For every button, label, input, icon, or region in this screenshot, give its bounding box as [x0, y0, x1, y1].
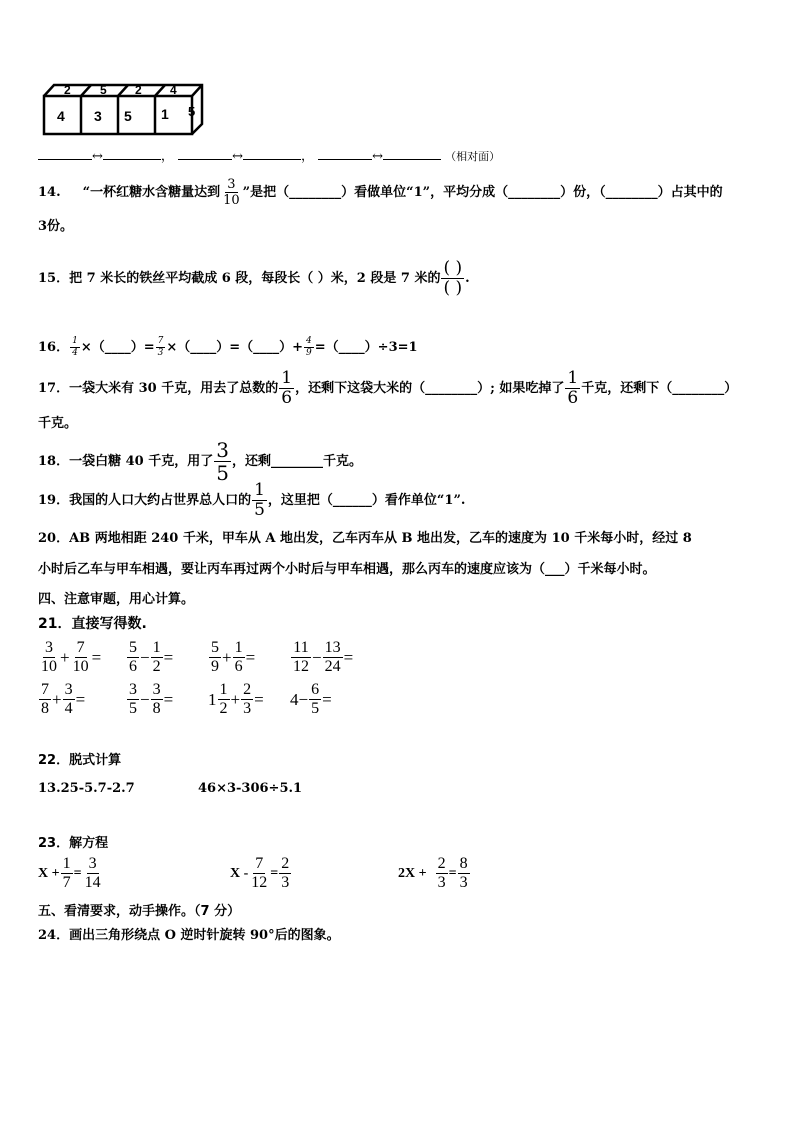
answer-blank[interactable]	[103, 145, 161, 160]
q23-title: 23．解方程	[38, 836, 109, 851]
q15-text: 15．把 7 米长的铁丝平均截成 6 段，每段长（ ）米，2 段是 7 米的	[38, 270, 441, 286]
cube-top-3: 2	[135, 83, 142, 97]
q16-fraction-3: $\frac{4}{9}$	[306, 336, 312, 358]
question-18: 18．一袋白糖 40 千克，用了 $\frac{3}{5}$ ，还剩________千克。	[38, 438, 362, 485]
q16-fraction-2: $\frac{7}{3}$	[157, 336, 164, 358]
q13-pairs: ↔ ， ↔ ， ↔ （相对面）	[38, 145, 500, 167]
cube-front-1: 4	[57, 108, 65, 124]
q23-equation-2: X - $\frac{7}{12}$ = $\frac{2}{3}$	[230, 855, 290, 891]
q15-fraction: $\frac{( )}{( )}$	[443, 258, 463, 298]
q17-continuation: 千克。	[38, 416, 78, 431]
cube-front-3: 5	[124, 108, 132, 124]
q20-line-2: 小时后乙车与甲车相遇，要让丙车再过两个小时后与甲车相遇，那么丙车的速度应该为（___）千米每小时。	[38, 562, 656, 577]
answer-blank[interactable]	[243, 145, 301, 160]
cube-front-2: 3	[94, 108, 102, 124]
q21-item: $\frac{5}{6}$ − $\frac{1}{2}$ =	[129, 639, 174, 675]
q17-fraction-2: $\frac{1}{6}$	[567, 368, 579, 408]
q22-title: 22．脱式计算	[38, 753, 122, 768]
q19-fraction: $\frac{1}{5}$	[254, 480, 265, 520]
q21-item: $\frac{5}{9}$ + $\frac{1}{6}$ =	[211, 639, 256, 675]
q22-expression-1: 13.25-5.7-2.7	[38, 781, 135, 796]
question-number: 16．	[38, 340, 70, 355]
section-4-heading: 四、注意审题，用心计算。	[38, 592, 195, 607]
answer-blank[interactable]	[318, 145, 372, 160]
question-15: 15．把 7 米长的铁丝平均截成 6 段，每段长（ ）米，2 段是 7 米的 $\frac{( )}{( )}$ .	[38, 258, 470, 298]
q20-line-1: 20．AB 两地相距 240 千米，甲车从 A 地出发，乙车丙车从 B 地出发，乙车的速度为 10 千米每小时，经过 8	[38, 531, 692, 546]
q21-item: $\frac{3}{5}$ − $\frac{3}{8}$ =	[129, 681, 174, 717]
question-16: 16． $\frac{1}{4}$ ×（____）= $\frac{7}{3}$ ×（____）=（____）+ $\frac{4}{9}$ =（____）÷3=1	[38, 336, 418, 358]
cube-right: 5	[188, 104, 196, 119]
cube-top-2: 5	[100, 83, 107, 97]
answer-blank[interactable]	[38, 145, 92, 160]
section-5-heading: 五、看清要求，动手操作。（7 分）	[38, 904, 241, 919]
answer-blank[interactable]	[178, 145, 232, 160]
opposite-faces-note: （相对面）	[445, 150, 501, 163]
cube-top-1: 2	[64, 83, 71, 97]
q22-expression-2: 46×3-306÷5.1	[198, 781, 303, 796]
cube-top-4: 4	[170, 83, 177, 97]
question-14	[38, 178, 723, 207]
q14-fraction: $\frac{3}{10}$	[223, 177, 240, 208]
q21-item: $\frac{7}{8}$ + $\frac{3}{4}$ =	[41, 681, 86, 717]
q21-item: $\frac{3}{10}$ + $\frac{7}{10}$ =	[41, 639, 102, 675]
q21-title: 21．直接写得数.	[38, 616, 147, 632]
q17-fraction-1: $\frac{1}{6}$	[281, 368, 293, 408]
q23-equation-1: X + $\frac{1}{7}$ = $\frac{3}{14}$	[38, 855, 101, 891]
cube-front-4: 1	[161, 106, 169, 122]
q14-text-mid: ”是把（________）看做单位“1”，平均分成（________）份，（________）占其中的	[242, 184, 723, 200]
q23-equation-3: 2X + $\frac{2}{3}$ = $\frac{8}{3}$	[398, 855, 468, 891]
q16-fraction-1: $\frac{1}{4}$	[72, 336, 78, 358]
q21-item: 4 − $\frac{6}{5}$ =	[290, 681, 332, 717]
q21-item: 1 $\frac{1}{2}$ + $\frac{2}{3}$ =	[208, 681, 264, 717]
question-19: 19．我国的人口大约占世界总人口的 $\frac{1}{5}$ ，这里把（______）看作单位“1”.	[38, 480, 466, 520]
q18-fraction: $\frac{3}{5}$	[216, 438, 229, 485]
question-number: 14.	[38, 184, 61, 200]
question-17: 17．一袋大米有 30 千克，用去了总数的 $\frac{1}{6}$ ，还剩下这袋大米的（________）; 如果吃掉了 $\frac{1}{6}$ 千克，还剩下（________）	[38, 368, 738, 408]
q14-text-pre: “一杯红糖水含糖量达到	[82, 184, 221, 200]
q21-item: $\frac{11}{12}$ − $\frac{13}{24}$ =	[293, 639, 354, 675]
question-24: 24．画出三角形绕点 O 逆时针旋转 90°后的图象。	[38, 928, 340, 943]
answer-blank[interactable]	[383, 145, 441, 160]
q14-continuation: 3份。	[38, 219, 74, 234]
